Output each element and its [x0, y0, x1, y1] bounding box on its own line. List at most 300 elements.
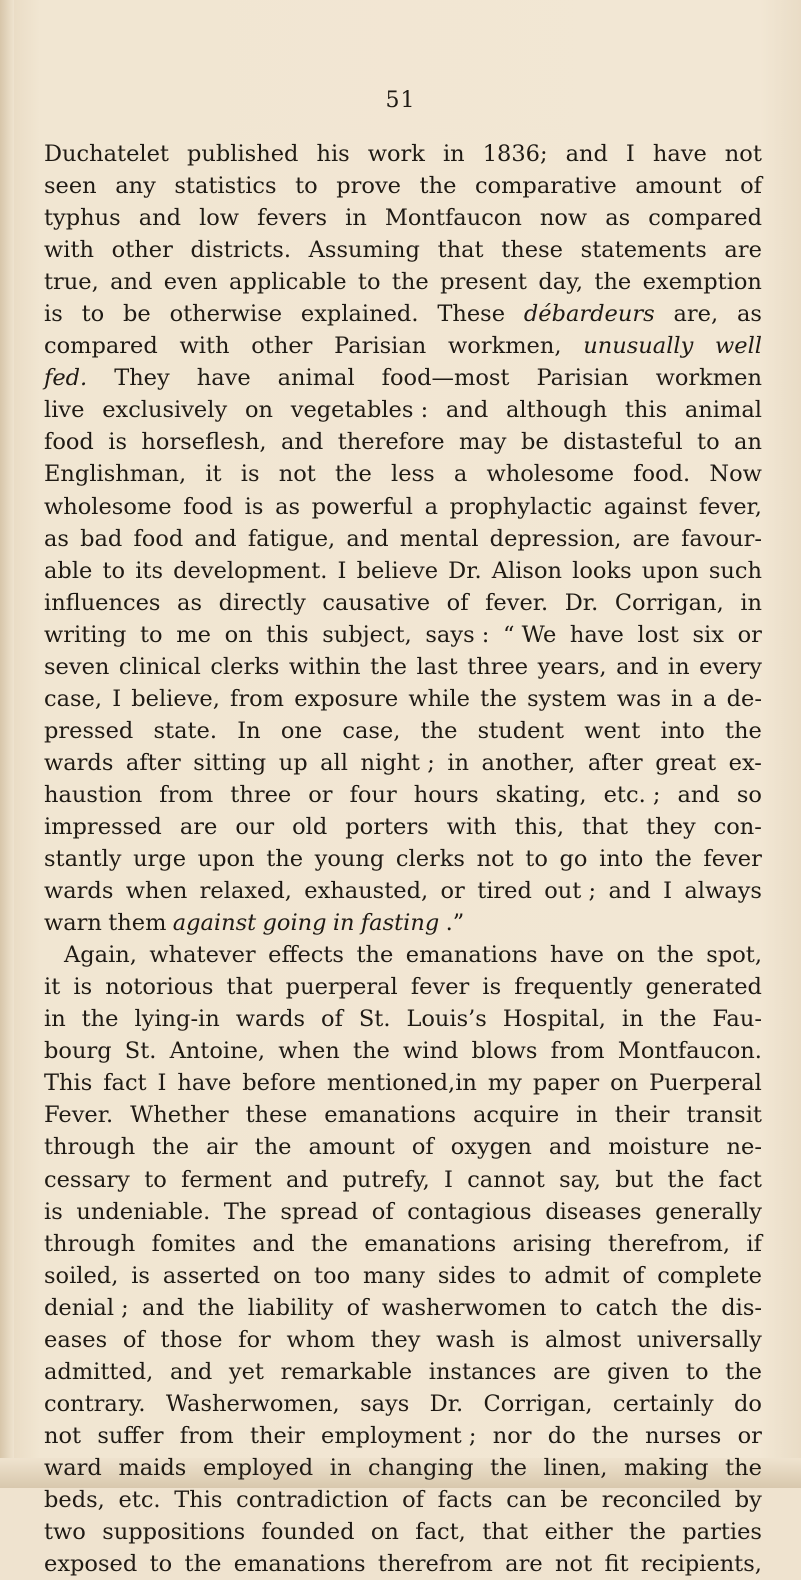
word: statistics	[174, 173, 277, 200]
word: after	[125, 749, 181, 776]
word: and	[142, 1294, 185, 1321]
word: and	[616, 653, 659, 680]
word: horseflesh,	[141, 429, 267, 456]
word: employed	[202, 1454, 314, 1481]
word: acquire	[472, 1102, 560, 1129]
word: as	[737, 301, 762, 328]
word: the	[266, 846, 304, 873]
text-line	[44, 1484, 762, 1516]
word: fit	[604, 1551, 629, 1578]
word: state.	[153, 717, 218, 744]
word: his	[316, 141, 350, 167]
word: Montfaucon.	[617, 1038, 762, 1065]
word: and	[138, 205, 182, 232]
word: sitting	[193, 749, 267, 776]
word: the	[480, 685, 517, 712]
word: is	[482, 974, 502, 1001]
text-line	[44, 1228, 762, 1260]
text-line	[44, 1099, 762, 1131]
word: Dr.	[448, 557, 482, 584]
word: dis-	[721, 1294, 762, 1321]
word: whom	[286, 1326, 356, 1353]
word: therefrom,	[607, 1230, 731, 1257]
word: exhausted,	[304, 878, 429, 905]
word: the	[335, 461, 372, 488]
word: wash	[436, 1326, 495, 1353]
word: frequently	[514, 974, 633, 1001]
word: Louis’s	[406, 1006, 487, 1033]
word: directly	[218, 589, 306, 616]
word: with	[44, 237, 94, 264]
word: compared	[44, 333, 158, 360]
word: the	[659, 1006, 697, 1033]
word: the	[725, 1358, 762, 1385]
word: say,	[559, 1166, 601, 1193]
text-line	[44, 587, 762, 619]
word: The	[223, 1198, 267, 1225]
word: in	[447, 749, 470, 776]
word: to	[685, 1358, 709, 1385]
word: one	[280, 717, 323, 744]
word: their	[614, 1102, 670, 1129]
word: the	[197, 1294, 235, 1321]
word: skating,	[495, 781, 587, 808]
text-line	[44, 458, 762, 490]
word: cessary	[44, 1166, 130, 1193]
word: in	[442, 141, 465, 167]
word: me	[176, 621, 211, 648]
word: writing	[44, 621, 127, 648]
word: con-	[713, 813, 762, 840]
word: undeniable.	[76, 1198, 211, 1225]
word: facts	[437, 1486, 493, 1513]
word: lying-in	[134, 1006, 220, 1033]
word: exclusively	[102, 397, 228, 424]
text-line	[44, 1164, 762, 1196]
word: many	[363, 1262, 425, 1289]
word: upon	[641, 557, 699, 584]
word: be	[520, 429, 549, 456]
word: in	[44, 1006, 66, 1033]
word: clinical	[118, 653, 201, 680]
word: six	[692, 621, 724, 648]
word: certainly	[612, 1390, 714, 1417]
word: Corrigan,	[614, 589, 724, 616]
text-line	[44, 683, 762, 715]
word: ne-	[726, 1134, 762, 1161]
word: says :	[425, 621, 490, 648]
word: while	[408, 685, 470, 712]
word: in	[332, 910, 355, 937]
word: animal	[684, 397, 762, 424]
word: work	[367, 141, 425, 167]
word: ex-	[728, 749, 762, 776]
word: asserted	[162, 1262, 261, 1289]
word: the	[656, 942, 694, 969]
text-line	[44, 843, 762, 875]
word: denial ;	[44, 1294, 129, 1321]
word: and	[169, 1358, 213, 1385]
word: of	[446, 589, 469, 616]
word: as	[44, 525, 69, 552]
word: emanations	[405, 942, 538, 969]
text-line	[44, 939, 762, 971]
text-line	[44, 811, 762, 843]
word: spot,	[706, 942, 762, 969]
word: of	[321, 1006, 343, 1033]
word: not	[555, 1551, 593, 1578]
word: may	[459, 429, 507, 456]
word: typhus	[44, 205, 121, 232]
word: Fau-	[712, 1006, 762, 1033]
word: or	[737, 621, 762, 648]
word: amount	[308, 1134, 395, 1161]
word: whatever	[149, 942, 256, 969]
word: live	[44, 397, 85, 424]
word: .”	[445, 910, 465, 937]
text-line	[44, 362, 762, 394]
word: explained.	[300, 301, 419, 328]
word: the	[254, 1134, 292, 1161]
word: in	[576, 1102, 598, 1129]
word: powerful	[311, 493, 413, 520]
word: remarkable	[280, 1358, 413, 1385]
word: puerperal	[285, 974, 398, 1001]
word: have	[569, 621, 624, 648]
word: the	[356, 942, 394, 969]
word: Now	[709, 461, 762, 488]
word: oxygen	[450, 1134, 532, 1161]
word: to	[144, 1166, 167, 1193]
word: have	[652, 141, 707, 167]
word: going	[262, 910, 327, 937]
word: therefrom	[377, 1551, 493, 1578]
word: three	[467, 653, 529, 680]
word: founded	[261, 1519, 355, 1546]
word: out ;	[544, 878, 597, 905]
word: spread	[280, 1198, 359, 1225]
word: do	[547, 1422, 576, 1449]
word: the	[594, 269, 632, 296]
text-line	[44, 779, 762, 811]
word: food.	[633, 461, 691, 488]
word: upon	[197, 846, 255, 873]
word: are,	[673, 301, 719, 328]
word: as	[177, 589, 202, 616]
word: another,	[481, 749, 576, 776]
word: to	[81, 301, 105, 328]
word: animal	[277, 365, 355, 392]
word: they	[370, 1326, 421, 1353]
word: the	[311, 1230, 348, 1257]
word: it	[205, 461, 222, 488]
word: haustion	[44, 781, 143, 808]
word: therefore	[337, 429, 445, 456]
word: cannot	[467, 1166, 545, 1193]
word: of	[346, 1294, 369, 1321]
word: published	[186, 141, 299, 167]
word: from	[159, 781, 214, 808]
word: be	[123, 301, 151, 328]
word: They	[114, 365, 170, 392]
word: from	[550, 1038, 605, 1065]
word: complete	[657, 1262, 762, 1289]
word: wind	[402, 1038, 459, 1065]
word: can	[506, 1486, 547, 1513]
text-line	[44, 1131, 762, 1163]
word: emanations	[324, 1102, 457, 1129]
word: in	[671, 685, 693, 712]
word: and	[281, 429, 324, 456]
word: is	[244, 493, 264, 520]
word: its	[135, 557, 164, 584]
word: maids	[118, 1454, 187, 1481]
text-line	[44, 971, 762, 1003]
word: food	[183, 493, 234, 520]
word: is	[240, 461, 260, 488]
word: food	[133, 525, 184, 552]
word: the	[370, 653, 407, 680]
word: and	[194, 525, 237, 552]
text-line	[44, 651, 762, 683]
word: transit	[686, 1102, 762, 1129]
word: are	[553, 1358, 591, 1385]
word: distasteful	[563, 429, 683, 456]
word: is	[510, 1326, 530, 1353]
word: of	[622, 1262, 645, 1289]
word: emanations	[364, 1230, 497, 1257]
word: went	[584, 717, 641, 744]
word: I	[112, 685, 122, 712]
word: when	[278, 1038, 340, 1065]
word: subject,	[322, 621, 412, 648]
word: from	[230, 685, 285, 712]
word: in	[621, 1006, 644, 1033]
word: tired	[477, 878, 532, 905]
word: them	[108, 910, 167, 937]
word: parties	[682, 1519, 762, 1546]
word: two	[44, 1519, 86, 1546]
word: nurses	[645, 1422, 722, 1449]
word: fatigue,	[247, 525, 336, 552]
word: their	[249, 1422, 305, 1449]
word: the	[81, 1006, 119, 1033]
text-line	[44, 426, 762, 458]
text-line	[44, 715, 762, 747]
word: fever	[703, 846, 762, 873]
word: sides	[437, 1262, 496, 1289]
page-left-edge-shadow	[0, 0, 14, 1488]
word: these	[245, 1102, 308, 1129]
word: or	[737, 1422, 762, 1449]
word: not	[44, 1422, 82, 1449]
word: fact,	[415, 1519, 466, 1546]
word: the	[184, 1551, 222, 1578]
word: ward	[44, 1454, 102, 1481]
word: through	[44, 1230, 136, 1257]
word: urge	[133, 846, 187, 873]
word: fever,	[698, 493, 762, 520]
word: comparative	[474, 173, 617, 200]
word: of	[371, 1198, 394, 1225]
word: are	[724, 237, 762, 264]
word: before	[242, 1070, 316, 1097]
word: other	[111, 237, 173, 264]
word: is	[44, 301, 63, 328]
word: says	[360, 1390, 410, 1417]
word: unusually	[583, 333, 694, 360]
word: and	[565, 141, 608, 167]
word: and	[285, 1166, 329, 1193]
word: porters	[345, 813, 429, 840]
word: is	[73, 974, 93, 1001]
word: of	[740, 173, 762, 200]
word: have	[196, 365, 251, 392]
word: a	[703, 685, 717, 712]
word: go	[559, 846, 588, 873]
word: Parisian	[334, 333, 427, 360]
word: into	[660, 717, 705, 744]
word: depression,	[489, 525, 622, 552]
word: this	[266, 621, 309, 648]
word: the	[667, 1166, 705, 1193]
word: looks	[572, 557, 632, 584]
word: generally	[655, 1198, 762, 1225]
word: was	[616, 685, 661, 712]
word: the	[725, 1454, 762, 1481]
word: hours	[413, 781, 479, 808]
word: of	[411, 1134, 434, 1161]
word: to	[559, 1294, 583, 1321]
word: and	[445, 397, 489, 424]
word: student	[477, 717, 565, 744]
word: the	[490, 1454, 527, 1481]
text-line	[44, 170, 762, 202]
word: and	[346, 525, 389, 552]
word: contradiction	[236, 1486, 389, 1513]
word: clerks	[395, 846, 465, 873]
word: of	[122, 1326, 145, 1353]
word: Again,	[64, 942, 137, 969]
text-line	[44, 202, 762, 234]
word: is	[108, 429, 127, 456]
word: ferment	[181, 1166, 272, 1193]
text-line	[44, 1548, 762, 1580]
word: wards	[235, 1006, 306, 1033]
word: development.	[173, 557, 328, 584]
word: this,	[514, 813, 565, 840]
word: four	[349, 781, 397, 808]
text-line	[44, 1516, 762, 1548]
word: in	[345, 205, 367, 232]
word: when	[125, 878, 188, 905]
word: a	[453, 461, 468, 488]
word: fasting	[360, 910, 440, 937]
text-line	[44, 394, 762, 426]
word: wholesome	[44, 493, 172, 520]
word: fact	[718, 1166, 762, 1193]
text-line	[44, 1003, 762, 1035]
word: or	[440, 878, 465, 905]
word: present	[440, 269, 527, 296]
word: fevers	[257, 205, 328, 232]
word: that	[482, 1519, 529, 1546]
word: always	[684, 878, 762, 905]
word: have	[177, 1070, 232, 1097]
word: by	[734, 1486, 762, 1513]
word: Antoine,	[169, 1038, 266, 1065]
word: and	[677, 781, 720, 808]
word: Dr.	[564, 589, 599, 616]
word: those	[160, 1326, 223, 1353]
word: arising	[512, 1230, 592, 1257]
text-line	[44, 1067, 762, 1099]
word: with	[446, 813, 497, 840]
text-line	[44, 619, 762, 651]
word: either	[544, 1519, 613, 1546]
word: stantly	[44, 846, 122, 873]
word: wards	[44, 878, 114, 905]
page-number: 51	[385, 88, 416, 113]
word: less	[391, 461, 435, 488]
word: day,	[538, 269, 584, 296]
text-line	[44, 875, 762, 907]
word: changing	[368, 1454, 474, 1481]
word: fed.	[44, 365, 88, 392]
word: admitted,	[44, 1358, 154, 1385]
word: generated	[645, 974, 762, 1001]
word: although	[506, 397, 608, 424]
word: and	[608, 878, 651, 905]
word: fever.	[485, 589, 549, 616]
word: or	[308, 781, 333, 808]
word: I	[337, 557, 347, 584]
word: relaxed,	[199, 878, 292, 905]
word: the	[629, 1519, 666, 1546]
word: pressed	[44, 717, 134, 744]
word: moisture	[608, 1134, 710, 1161]
word: into	[599, 846, 644, 873]
word: any	[115, 173, 156, 200]
word: statements	[580, 237, 707, 264]
word: well	[715, 333, 762, 360]
word: Parisian	[536, 365, 629, 392]
word: on	[224, 621, 253, 648]
word: mentioned,in	[326, 1070, 477, 1097]
word: these	[501, 237, 563, 264]
word: to	[295, 173, 318, 200]
word: but	[615, 1166, 654, 1193]
word: diseases	[545, 1198, 642, 1225]
word: given	[607, 1358, 670, 1385]
word: fomites	[151, 1230, 236, 1257]
word: not	[476, 846, 514, 873]
word: is	[44, 1198, 63, 1225]
word: seen	[44, 173, 97, 200]
word: in	[667, 653, 690, 680]
word: the	[419, 173, 457, 200]
word: putrefy,	[342, 1166, 430, 1193]
word: yet	[228, 1358, 264, 1385]
word: workmen	[655, 365, 762, 392]
word: exemption	[642, 269, 762, 296]
text-line	[44, 491, 762, 523]
word: universally	[636, 1326, 762, 1353]
word: that	[582, 813, 629, 840]
text-line	[44, 266, 762, 298]
word: the	[352, 1038, 390, 1065]
word: food	[44, 429, 94, 456]
